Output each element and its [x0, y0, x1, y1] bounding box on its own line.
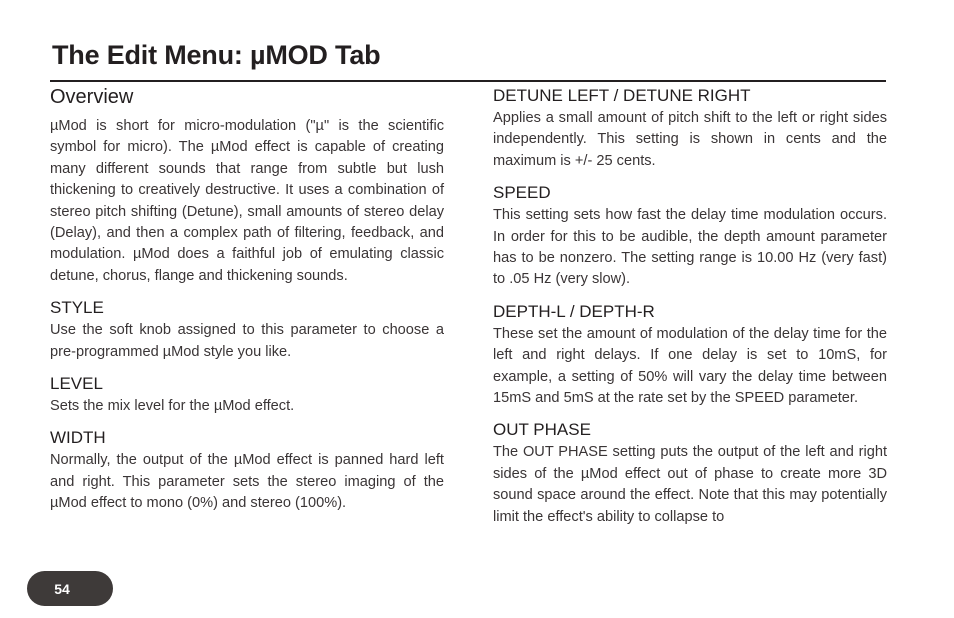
overview-text: µMod is short for micro-modulation ("µ" is the scientific symbol for micro). The µMod effect is capable of creating many different sounds that range from subtle but lush thickening to creatively destructive. It uses a combination of stereo pitch shifting (Detune), small amounts of stereo delay (Delay), and then a complex path of filtering, feedback, and modulation. µMod does a faithful job of emulating classic detune, chorus, flange and thickening sounds.: [50, 118, 444, 284]
width-heading: WIDTH: [50, 428, 106, 448]
style-heading: STYLE: [50, 298, 104, 318]
page-number: 54: [54, 580, 70, 597]
page-title: The Edit Menu: µMOD Tab: [52, 40, 381, 70]
speed-text: This setting sets how fast the delay time modulation occurs. In order for this to be audible, the depth amount parameter has to be nonzero. The setting range is 10.00 Hz (very fast) to .05 Hz (very slow).: [493, 207, 887, 288]
speed-heading: SPEED: [493, 183, 551, 203]
depth-heading: DEPTH-L / DEPTH-R: [493, 301, 655, 321]
out-phase-text: The OUT PHASE setting puts the output of the left and right sides of the µMod effect out of phase to create more 3D sound space around the effect. Note that this may potentially limit the effect's ability to collapse to: [493, 444, 887, 525]
level-heading: LEVEL: [50, 374, 103, 394]
level-text: Sets the mix level for the µMod effect.: [50, 398, 295, 415]
overview-heading: Overview: [50, 86, 134, 108]
left-column: [50, 86, 444, 515]
depth-text: These set the amount of modulation of the delay time for the left and right delays. If one delay is set to 10mS, for example, a setting of 50% will vary the delay time between 15mS and 5mS at the rate set by the SPEED parameter.: [493, 325, 887, 407]
right-column: [493, 86, 887, 528]
style-text: Use the soft knob assigned to this parameter to choose a pre-programmed µMod style you like.: [50, 322, 444, 360]
detune-text: Applies a small amount of pitch shift to the left or right sides independently. This setting is shown in cents and the maximum is +/- 25 cents.: [493, 110, 887, 169]
width-text: Normally, the output of the µMod effect is panned hard left and right. This parameter sets the stereo imaging of the µMod effect to mono (0%) and stereo (100%).: [50, 452, 444, 512]
out-phase-heading: OUT PHASE: [493, 420, 591, 440]
title-divider: [50, 80, 886, 82]
detune-heading: DETUNE LEFT / DETUNE RIGHT: [493, 86, 751, 105]
page-number-badge: [27, 571, 113, 606]
